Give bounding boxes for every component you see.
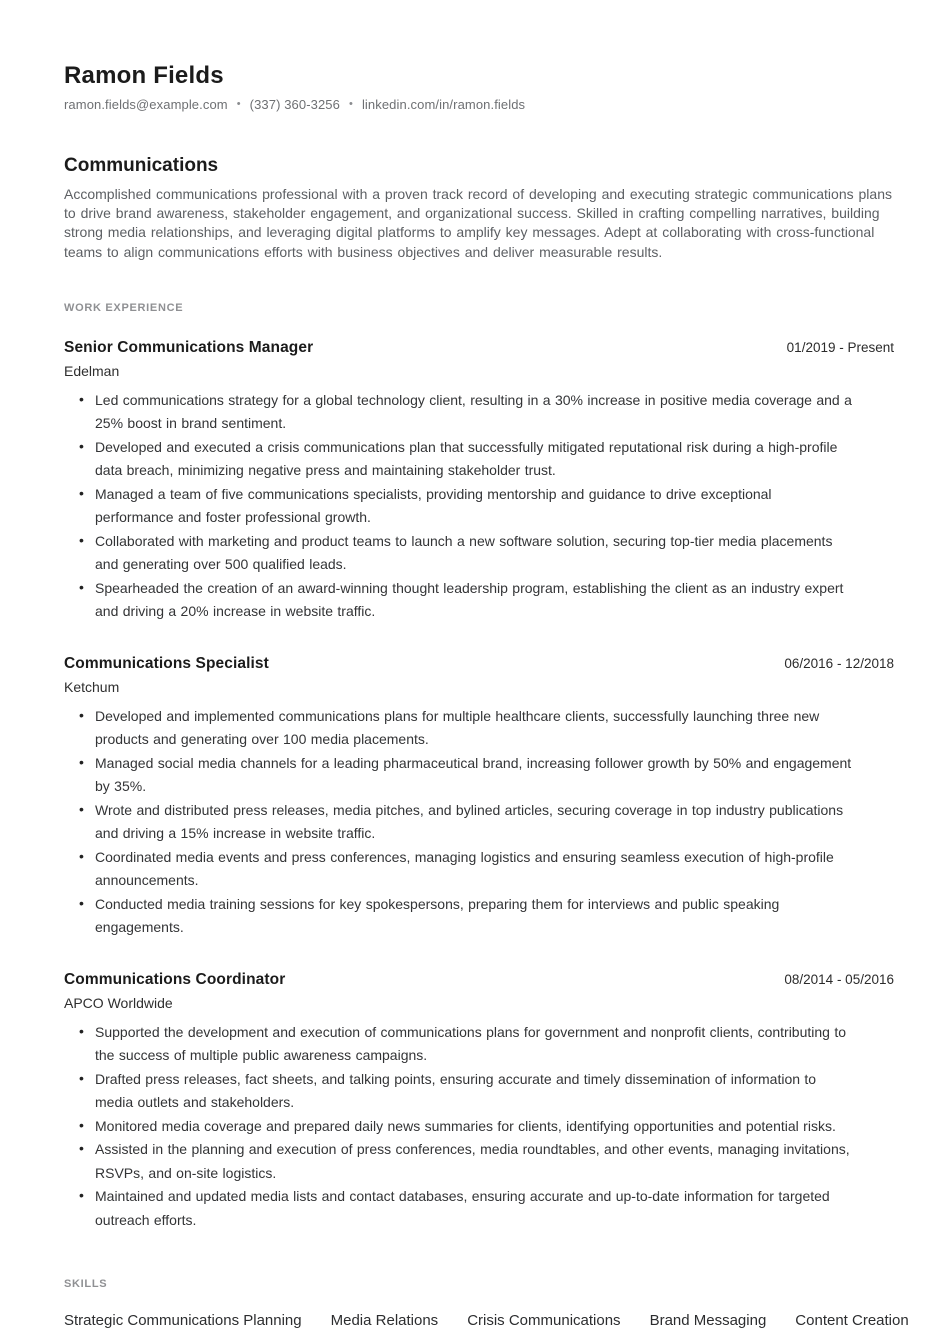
job-company: APCO Worldwide <box>64 994 173 1011</box>
job-header <box>64 971 894 989</box>
job-company: Ketchum <box>64 678 120 695</box>
summary-text: Accomplished communications professional with a proven track record of developing and executing strategic communications plans to drive brand awareness, stakeholder engagement, and organizational success. Skilled in crafting compelling narratives, building strong media relationships, and leveraging digital platforms to amplify key messages. Adept at collaborating with cross-functional teams to align communications efforts with business objectives and deliver measurable results. <box>64 185 892 260</box>
resume-header <box>64 62 894 112</box>
skills-label: SKILLS <box>64 1278 108 1291</box>
job-bullets <box>64 389 894 624</box>
bullet-item: • Conducted media training sessions for key spokespersons, preparing them for interviews and public speaking engagements. <box>64 893 854 940</box>
bullet-item: • Monitored media coverage and prepared daily news summaries for clients, identifying opportunities and potential risks. <box>64 1115 854 1139</box>
skill-item: Brand Messaging <box>649 1312 767 1330</box>
bullet-item: • Managed social media channels for a leading pharmaceutical brand, increasing follower growth by 50% and engagement by 35%. <box>64 752 854 799</box>
contact-email: ramon.fields@example.com <box>64 96 228 112</box>
job-title: Communications Coordinator <box>64 970 286 988</box>
bullet-item: • Spearheaded the creation of an award-winning thought leadership program, establishing the client as an industry expert and driving a 20% increase in website traffic. <box>64 577 854 624</box>
contact-phone: (337) 360-3256 <box>249 96 340 112</box>
job-header <box>64 655 894 673</box>
contact-separator: • <box>236 98 241 111</box>
skills-list <box>64 1312 909 1330</box>
job-bullets <box>64 1021 894 1233</box>
job-dates: 01/2019 - Present <box>786 339 894 355</box>
job-title: Communications Specialist <box>64 654 269 672</box>
person-name: Ramon Fields <box>64 62 224 89</box>
bullet-item: • Collaborated with marketing and product teams to launch a new software solution, securing top-tier media placements and generating over 500 qualified leads. <box>64 530 854 577</box>
skill-item: Strategic Communications Planning <box>64 1312 302 1330</box>
bullet-item: • Drafted press releases, fact sheets, and talking points, ensuring accurate and timely dissemination of information to media outlets and stakeholders. <box>64 1068 854 1115</box>
contact-separator: • <box>348 98 353 111</box>
job-bullets <box>64 705 894 940</box>
job-entry <box>64 655 894 940</box>
bullet-item: • Managed a team of five communications specialists, providing mentorship and guidance to drive exceptional performance and foster professional growth. <box>64 483 854 530</box>
work-experience-section <box>64 302 894 1233</box>
job-entry <box>64 339 894 624</box>
bullet-item: • Supported the development and execution of communications plans for government and nonprofit clients, contributing to the success of multiple public awareness campaigns. <box>64 1021 854 1068</box>
bullet-item: • Maintained and updated media lists and contact databases, ensuring accurate and up-to-date information for targeted outreach efforts. <box>64 1185 854 1232</box>
job-company: Edelman <box>64 362 120 379</box>
job-title: Senior Communications Manager <box>64 338 314 356</box>
bullet-item: • Developed and implemented communications plans for multiple healthcare clients, successfully launching three new products and generating over 100 media placements. <box>64 705 854 752</box>
contact-line <box>64 97 894 112</box>
skill-item: Media Relations <box>330 1312 439 1330</box>
skill-item: Content Creation <box>795 1312 909 1330</box>
job-dates: 06/2016 - 12/2018 <box>784 655 894 671</box>
summary-section <box>64 155 894 262</box>
bullet-item: • Coordinated media events and press conferences, managing logistics and ensuring seamless execution of high-profile announcements. <box>64 846 854 893</box>
summary-title: Communications <box>64 154 219 176</box>
bullet-item: • Wrote and distributed press releases, media pitches, and bylined articles, securing coverage in top industry publications and driving a 15% increase in website traffic. <box>64 799 854 846</box>
bullet-item: • Developed and executed a crisis communications plan that successfully mitigated reputational risk during a high-profile data breach, minimizing negative press and maintaining stakeholder trust. <box>64 436 854 483</box>
skill-item: Crisis Communications <box>467 1312 621 1330</box>
bullet-item: • Led communications strategy for a global technology client, resulting in a 30% increase in positive media coverage and a 25% boost in brand sentiment. <box>64 389 854 436</box>
skills-section <box>64 1278 909 1330</box>
job-header <box>64 339 894 357</box>
job-entry <box>64 971 894 1233</box>
contact-linkedin: linkedin.com/in/ramon.fields <box>361 96 526 112</box>
bullet-item: • Assisted in the planning and execution of press conferences, media roundtables, and other events, managing invitations, RSVPs, and on-site logistics. <box>64 1138 854 1185</box>
work-experience-label: WORK EXPERIENCE <box>64 301 184 314</box>
job-dates: 08/2014 - 05/2016 <box>784 971 894 987</box>
